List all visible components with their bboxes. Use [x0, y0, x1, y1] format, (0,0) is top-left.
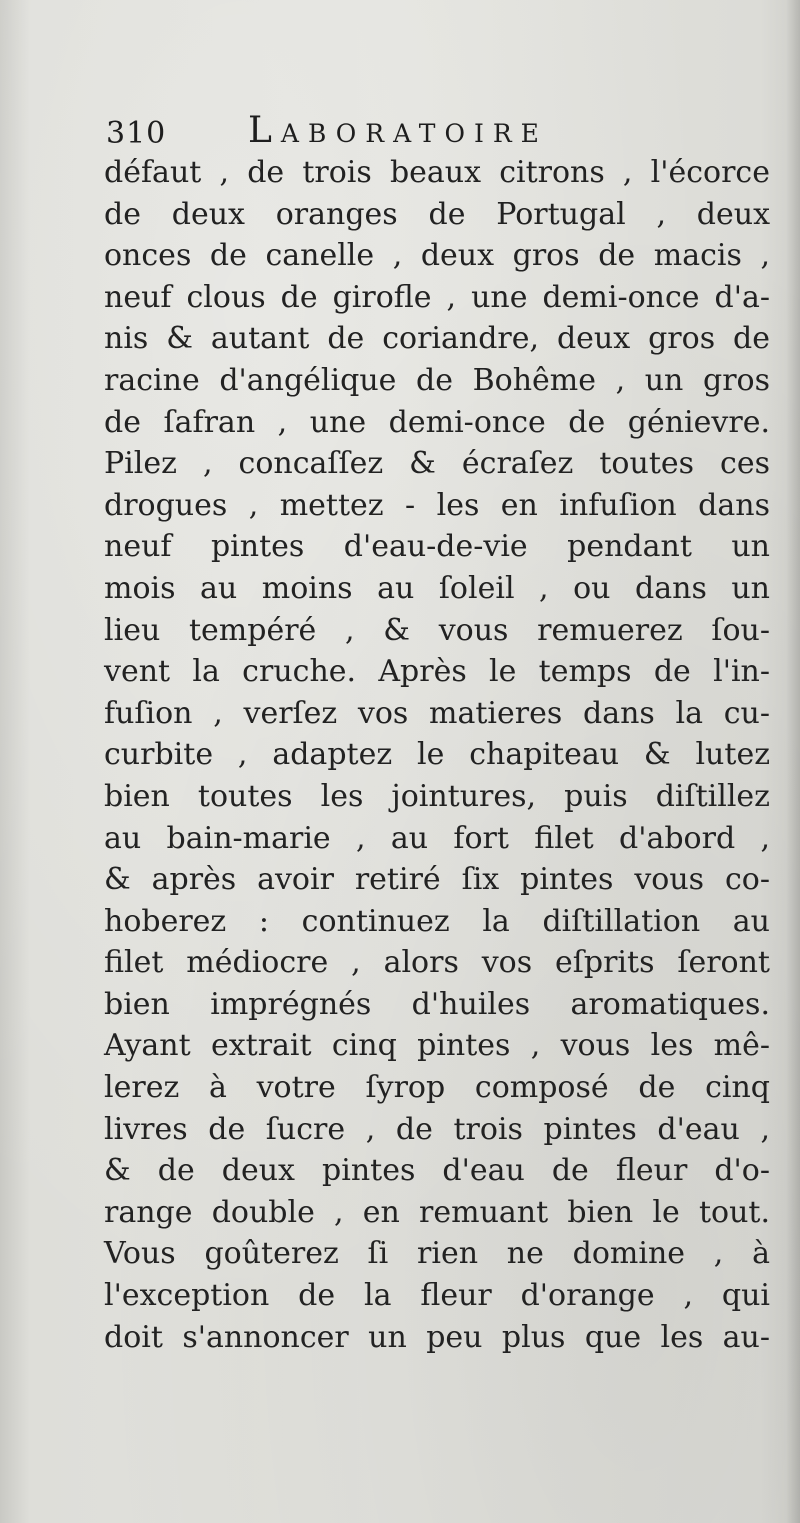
text-line: livres de ſucre , de trois pintes d'eau , [104, 1111, 770, 1147]
text-line: nis & autant de coriandre, deux gros de [104, 321, 770, 357]
text-line: défaut , de trois beaux citrons , l'écorce [104, 155, 770, 190]
text-line: Ayant extrait cinq pintes , vous les mê- [104, 1028, 770, 1064]
text-line: neuf pintes d'eau-de-vie pendant un [104, 529, 770, 565]
text-line: & de deux pintes d'eau de fleur d'o- [104, 1153, 770, 1189]
text-line: lerez à votre ſyrop composé de cinq [104, 1070, 770, 1106]
text-line: mois au moins au ſoleil , ou dans un [104, 570, 770, 606]
text-line: l'exception de la fleur d'orange , qui [104, 1278, 770, 1314]
page-edge-shadow [786, 0, 800, 1523]
page-number: 310 [106, 116, 167, 151]
running-head: Laboratoire [248, 110, 548, 151]
text-line: neuf clous de girofle , une demi-once d'a- [104, 279, 770, 315]
text-line: range double , en remuant bien le tout. [104, 1194, 770, 1230]
text-line: onces de canelle , deux gros de macis , [104, 238, 770, 274]
text-line: bien imprégnés d'huiles aromatiques. [104, 986, 770, 1022]
text-line: vent la cruche. Après le temps de l'in- [104, 654, 770, 690]
text-line: Pilez , concaſſez & écraſez toutes ces [104, 446, 770, 482]
body-text [104, 152, 770, 1358]
text-line: hoberez : continuez la diſtillation au [104, 903, 770, 939]
text-line: de ſafran , une demi-once de génievre. [104, 404, 770, 440]
text-line: lieu tempéré , & vous remuerez ſou- [104, 612, 770, 648]
text-line: bien toutes les jointures, puis diſtillez [104, 778, 770, 814]
text-line: fuſion , verſez vos matieres dans la cu- [104, 695, 770, 731]
text-line: & après avoir retiré ſix pintes vous co- [104, 862, 770, 898]
text-line: Vous goûterez ſi rien ne domine , à [104, 1236, 770, 1272]
text-line: racine d'angélique de Bohême , un gros [104, 362, 770, 398]
text-line: au bain-marie , au fort filet d'abord , [104, 820, 770, 856]
text-line: de deux oranges de Portugal , deux [104, 196, 770, 232]
text-line: drogues , mettez - les en infuſion dans [104, 487, 770, 523]
text-line: curbite , adaptez le chapiteau & lutez [104, 737, 770, 773]
text-line: doit s'annoncer un peu plus que les au- [104, 1319, 770, 1355]
text-line: filet médiocre , alors vos eſprits ſeront [104, 945, 770, 981]
